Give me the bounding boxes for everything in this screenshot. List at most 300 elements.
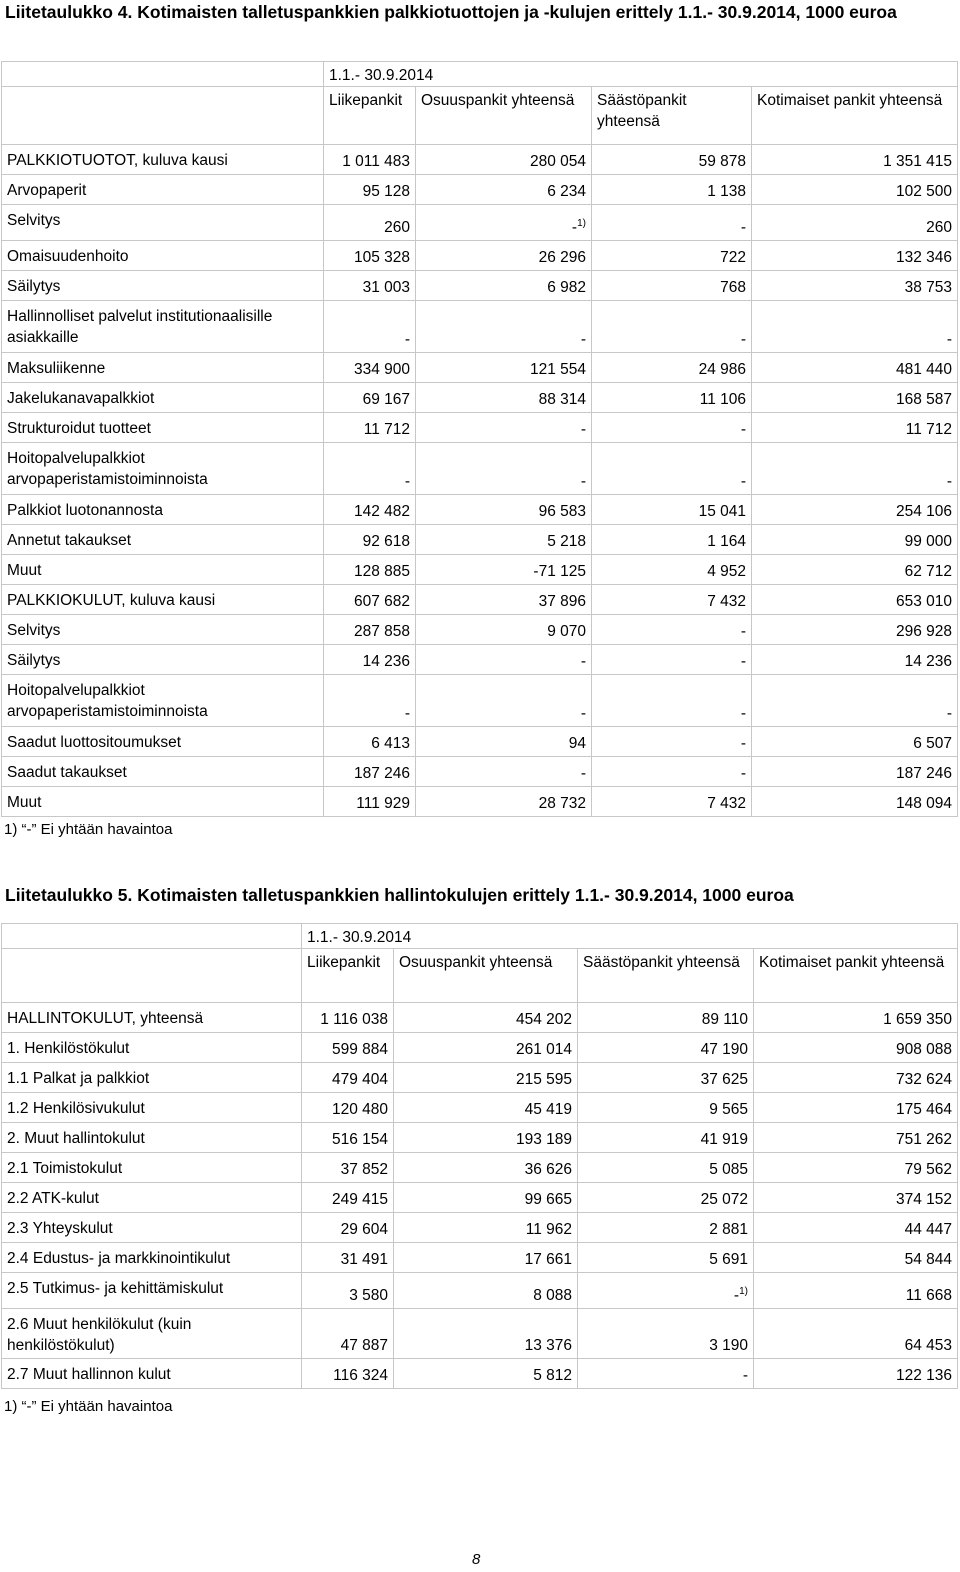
row-value (752, 175, 958, 205)
table-row (2, 645, 958, 675)
row-label: PALKKIOKULUT, kuluva kausi (2, 585, 324, 615)
row-label: 1.1 Palkat ja palkkiot (2, 1063, 302, 1093)
row-value (754, 1183, 958, 1213)
table-row (2, 757, 958, 787)
row-value (324, 525, 416, 555)
row-value (592, 525, 752, 555)
row-value (592, 495, 752, 525)
table5-title: Liitetaulukko 5. Kotimaisten talletuspankkien hallintokulujen erittely 1.1.- 30.9.2014, 1000 euroa (5, 885, 794, 905)
row-value (324, 645, 416, 675)
row-label: Muut (2, 787, 324, 817)
cell-text: 15 041 (698, 503, 746, 520)
cell-text: 187 246 (896, 765, 953, 782)
cell-text: 94 (568, 735, 586, 752)
row-value (394, 1309, 578, 1359)
cell-text: 62 712 (904, 563, 953, 580)
cell-text: 187 246 (353, 765, 410, 782)
table5-footnote: 1) “-” Ei yhtään havaintoa (4, 1398, 173, 1415)
cell-text: 44 447 (904, 1221, 953, 1238)
cell-text: 11 962 (525, 1221, 572, 1238)
row-value (752, 271, 958, 301)
row-value (302, 1003, 394, 1033)
row-value (394, 1063, 578, 1093)
row-value (578, 1309, 754, 1359)
cell-text: 116 324 (333, 1367, 388, 1384)
row-value (416, 271, 592, 301)
cell-text: 148 094 (896, 795, 953, 812)
cell-text: - (733, 1287, 740, 1304)
cell-text: - (740, 421, 746, 438)
cell-text: 111 929 (356, 795, 410, 812)
row-value (324, 205, 416, 241)
table4-col-saastopankit: Säästöpankit yhteensä (592, 87, 752, 145)
cell-text: - (580, 473, 586, 490)
cell-text: 653 010 (896, 593, 953, 610)
table-row (2, 1063, 958, 1093)
row-value (324, 495, 416, 525)
cell-text: 2 881 (709, 1221, 748, 1238)
row-value (578, 1093, 754, 1123)
row-value (752, 241, 958, 271)
cell-text: 47 887 (340, 1337, 388, 1354)
table-row (2, 241, 958, 271)
table-row (2, 1123, 958, 1153)
row-value (578, 1183, 754, 1213)
cell-text: 95 128 (362, 183, 410, 200)
row-value (302, 1309, 394, 1359)
footnote-mark: 1) (577, 218, 586, 229)
row-value (416, 443, 592, 495)
cell-text: 479 404 (331, 1071, 388, 1088)
row-value (394, 1359, 578, 1389)
table-row (2, 271, 958, 301)
cell-text: - (740, 735, 746, 752)
row-label: 2.5 Tutkimus- ja kehittämiskulut (2, 1273, 302, 1309)
row-value (416, 495, 592, 525)
cell-text: 41 919 (700, 1131, 748, 1148)
row-value (324, 675, 416, 727)
row-value (592, 241, 752, 271)
cell-text: - (740, 653, 746, 670)
row-label: 2.2 ATK-kulut (2, 1183, 302, 1213)
table4 (1, 61, 958, 817)
cell-text: 287 858 (353, 623, 410, 640)
table-row (2, 787, 958, 817)
cell-text: 6 234 (547, 183, 586, 200)
row-value (416, 205, 592, 241)
table-row (2, 443, 958, 495)
cell-text: 454 202 (515, 1011, 572, 1028)
row-value (302, 1153, 394, 1183)
cell-text: 280 054 (529, 153, 586, 170)
row-value (592, 175, 752, 205)
row-value (752, 301, 958, 353)
row-value (302, 1213, 394, 1243)
row-value (752, 383, 958, 413)
cell-text: 24 986 (698, 361, 746, 378)
cell-text: 6 982 (547, 279, 586, 296)
row-value (754, 1213, 958, 1243)
table-row (2, 301, 958, 353)
cell-text: - (946, 705, 953, 722)
cell-text: 13 376 (524, 1337, 572, 1354)
cell-text: 132 346 (896, 249, 953, 266)
cell-text: - (740, 705, 746, 722)
cell-text: 128 885 (353, 563, 410, 580)
cell-text: 11 712 (905, 421, 953, 438)
cell-text: - (404, 331, 410, 348)
row-value (324, 241, 416, 271)
row-value (752, 555, 958, 585)
row-value (416, 175, 592, 205)
row-value (754, 1123, 958, 1153)
table4-title: Liitetaulukko 4. Kotimaisten talletuspankkien palkkiotuottojen ja -kulujen erittely 1.1.- 30.9.2014, 1000 euroa (5, 2, 897, 22)
row-value (324, 145, 416, 175)
cell-text: - (740, 473, 746, 490)
row-value (754, 1359, 958, 1389)
cell-text: 142 482 (353, 503, 410, 520)
row-value (592, 383, 752, 413)
row-value (592, 413, 752, 443)
row-value (578, 1273, 754, 1309)
footnote-mark: 1) (739, 1286, 748, 1297)
row-value (302, 1359, 394, 1389)
table-row (2, 413, 958, 443)
row-value (324, 353, 416, 383)
row-value (302, 1093, 394, 1123)
cell-text: 105 328 (353, 249, 410, 266)
row-label: 1.2 Henkilösivukulut (2, 1093, 302, 1123)
cell-text: 14 236 (362, 653, 410, 670)
table-row (2, 727, 958, 757)
row-value (324, 727, 416, 757)
table-row (2, 555, 958, 585)
row-value (752, 645, 958, 675)
table4-period: 1.1.- 30.9.2014 (324, 62, 958, 87)
cell-text: 3 580 (349, 1287, 388, 1304)
table-row (2, 1359, 958, 1389)
row-value (416, 585, 592, 615)
table4-col-kotimaiset: Kotimaiset pankit yhteensä (752, 87, 958, 145)
cell-text: 215 595 (515, 1071, 572, 1088)
cell-text: 89 110 (701, 1011, 748, 1028)
row-value (324, 585, 416, 615)
table5-col-kotimaiset: Kotimaiset pankit yhteensä (754, 949, 958, 1003)
cell-text: 8 088 (533, 1287, 572, 1304)
row-value (394, 1153, 578, 1183)
row-value (752, 205, 958, 241)
table-row (2, 145, 958, 175)
cell-text: - (580, 421, 586, 438)
cell-text: 54 844 (904, 1251, 953, 1268)
row-label: Maksuliikenne (2, 353, 324, 383)
row-value (754, 1093, 958, 1123)
row-value (578, 1033, 754, 1063)
row-value (324, 615, 416, 645)
table-row (2, 615, 958, 645)
table-row (2, 675, 958, 727)
table5-col-saastopankit: Säästöpankit yhteensä (578, 949, 754, 1003)
cell-text: 1 659 350 (883, 1011, 953, 1028)
cell-text: 1 011 483 (342, 153, 410, 170)
cell-text: 11 668 (905, 1287, 953, 1304)
row-value (592, 301, 752, 353)
row-label: Muut (2, 555, 324, 585)
cell-text: 260 (384, 219, 410, 236)
row-value (592, 271, 752, 301)
cell-text: 38 753 (904, 279, 953, 296)
row-value (324, 383, 416, 413)
row-value (752, 495, 958, 525)
cell-text: 7 432 (707, 593, 746, 610)
table4-col-osuuspankit: Osuuspankit yhteensä (416, 87, 592, 145)
table-row (2, 1033, 958, 1063)
cell-text: 17 661 (524, 1251, 572, 1268)
row-label: PALKKIOTUOTOT, kuluva kausi (2, 145, 324, 175)
cell-text: 36 626 (524, 1161, 572, 1178)
cell-text: 6 507 (913, 735, 953, 752)
cell-text: 296 928 (896, 623, 953, 640)
row-label: Omaisuudenhoito (2, 241, 324, 271)
row-value (324, 413, 416, 443)
row-value (416, 645, 592, 675)
cell-text: - (580, 653, 586, 670)
row-value (394, 1093, 578, 1123)
row-label: Hoitopalvelupalkkiot arvopaperistamistoiminnoista (2, 675, 324, 727)
row-label: Säilytys (2, 645, 324, 675)
table-row (2, 1153, 958, 1183)
row-value (754, 1153, 958, 1183)
cell-text: 37 896 (538, 593, 586, 610)
cell-text: 1 138 (707, 183, 746, 200)
table-row (2, 495, 958, 525)
cell-text: 45 419 (524, 1101, 572, 1118)
cell-text: 261 014 (515, 1041, 572, 1058)
cell-text: 768 (720, 279, 746, 296)
row-value (416, 555, 592, 585)
cell-text: 193 189 (515, 1131, 572, 1148)
cell-text: 47 190 (700, 1041, 748, 1058)
cell-text: 599 884 (331, 1041, 388, 1058)
cell-text: 14 236 (904, 653, 953, 670)
table-row (2, 353, 958, 383)
cell-text: 1 351 415 (883, 153, 953, 170)
table5-period: 1.1.- 30.9.2014 (302, 924, 958, 949)
cell-text: 96 583 (538, 503, 586, 520)
row-value (394, 1243, 578, 1273)
cell-text: 122 136 (896, 1367, 953, 1384)
cell-text: -71 125 (533, 563, 586, 580)
row-value (752, 443, 958, 495)
cell-text: 4 952 (707, 563, 746, 580)
cell-text: 11 106 (699, 391, 746, 408)
row-value (752, 727, 958, 757)
cell-text: 31 003 (362, 279, 410, 296)
cell-text: 374 152 (896, 1191, 953, 1208)
table5 (1, 923, 958, 1389)
row-value (592, 585, 752, 615)
row-value (578, 1213, 754, 1243)
row-value (324, 787, 416, 817)
cell-text: 64 453 (904, 1337, 953, 1354)
cell-text: 481 440 (896, 361, 953, 378)
table-row (2, 1213, 958, 1243)
row-label: Palkkiot luotonannosta (2, 495, 324, 525)
cell-text: - (740, 765, 746, 782)
row-label: Jakelukanavapalkkiot (2, 383, 324, 413)
row-value (752, 675, 958, 727)
row-label: Selvitys (2, 205, 324, 241)
row-label: Strukturoidut tuotteet (2, 413, 324, 443)
table4-header-blank (2, 87, 324, 145)
table4-footnote: 1) “-” Ei yhtään havaintoa (4, 821, 173, 838)
table4-col-liikepankit: Liikepankit (324, 87, 416, 145)
cell-text: 102 500 (896, 183, 953, 200)
row-value (578, 1153, 754, 1183)
row-value (578, 1359, 754, 1389)
row-value (302, 1123, 394, 1153)
row-value (324, 555, 416, 585)
row-value (416, 615, 592, 645)
row-value (578, 1243, 754, 1273)
row-value (394, 1273, 578, 1309)
cell-text: 92 618 (362, 533, 410, 550)
row-value (394, 1213, 578, 1243)
row-value (324, 757, 416, 787)
row-value (754, 1273, 958, 1309)
cell-text: 29 604 (340, 1221, 388, 1238)
row-value (324, 271, 416, 301)
row-value (752, 145, 958, 175)
cell-text: 121 554 (529, 361, 586, 378)
cell-text: - (740, 623, 746, 640)
cell-text: - (571, 219, 578, 236)
row-label: Saadut luottositoumukset (2, 727, 324, 757)
row-value (416, 727, 592, 757)
cell-text: - (580, 331, 586, 348)
cell-text: 7 432 (707, 795, 746, 812)
row-label: Hoitopalvelupalkkiot arvopaperistamistoiminnoista (2, 443, 324, 495)
cell-text: 260 (926, 219, 953, 236)
cell-text: - (946, 473, 953, 490)
cell-text: 28 732 (538, 795, 586, 812)
cell-text: 249 415 (331, 1191, 388, 1208)
row-value (754, 1063, 958, 1093)
row-value (416, 787, 592, 817)
row-label: Annetut takaukset (2, 525, 324, 555)
table-row (2, 1309, 958, 1359)
row-value (394, 1123, 578, 1153)
row-value (394, 1183, 578, 1213)
row-value (416, 675, 592, 727)
row-value (394, 1003, 578, 1033)
row-value (752, 787, 958, 817)
table-row (2, 383, 958, 413)
row-value (302, 1033, 394, 1063)
row-value (752, 615, 958, 645)
row-value (302, 1063, 394, 1093)
row-value (416, 353, 592, 383)
cell-text: 120 480 (331, 1101, 388, 1118)
table4-header-row (2, 87, 958, 145)
cell-text: - (742, 1367, 748, 1384)
row-value (578, 1123, 754, 1153)
cell-text: 99 000 (904, 533, 953, 550)
row-value (592, 727, 752, 757)
row-value (592, 353, 752, 383)
table-row (2, 1243, 958, 1273)
row-value (752, 585, 958, 615)
table-row (2, 1273, 958, 1309)
row-value (752, 525, 958, 555)
cell-text: - (946, 331, 953, 348)
cell-text: 168 587 (896, 391, 953, 408)
row-value (592, 645, 752, 675)
row-value (324, 175, 416, 205)
row-value (592, 555, 752, 585)
cell-text: 3 190 (709, 1337, 748, 1354)
row-label: 2.1 Toimistokulut (2, 1153, 302, 1183)
cell-text: 25 072 (700, 1191, 748, 1208)
row-value (754, 1003, 958, 1033)
row-value (592, 757, 752, 787)
row-value (752, 757, 958, 787)
page-number: 8 (472, 1551, 481, 1568)
row-value (578, 1063, 754, 1093)
table4-corner (2, 62, 324, 87)
row-label: Saadut takaukset (2, 757, 324, 787)
table-row (2, 1003, 958, 1033)
row-value (416, 757, 592, 787)
cell-text: 26 296 (538, 249, 586, 266)
cell-text: 732 624 (896, 1071, 953, 1088)
row-value (754, 1033, 958, 1063)
row-value (416, 383, 592, 413)
cell-text: 175 464 (896, 1101, 953, 1118)
cell-text: 722 (720, 249, 746, 266)
cell-text: 99 665 (524, 1191, 572, 1208)
row-label: 2.7 Muut hallinnon kulut (2, 1359, 302, 1389)
row-value (592, 443, 752, 495)
row-value (394, 1033, 578, 1063)
row-value (592, 145, 752, 175)
table-row (2, 1093, 958, 1123)
table-row (2, 175, 958, 205)
cell-text: - (404, 705, 410, 722)
cell-text: 37 852 (340, 1161, 388, 1178)
row-value (578, 1003, 754, 1033)
table4-period-row (2, 62, 958, 87)
cell-text: 6 413 (371, 735, 410, 752)
cell-text: 516 154 (331, 1131, 388, 1148)
row-value (592, 205, 752, 241)
cell-text: 9 565 (709, 1101, 748, 1118)
cell-text: 5 218 (547, 533, 586, 550)
cell-text: - (404, 473, 410, 490)
table-row (2, 1183, 958, 1213)
row-value (754, 1243, 958, 1273)
table-row (2, 525, 958, 555)
cell-text: - (580, 705, 586, 722)
cell-text: 5 812 (533, 1367, 572, 1384)
cell-text: - (740, 331, 746, 348)
row-value (324, 443, 416, 495)
row-value (752, 413, 958, 443)
row-label: 2.3 Yhteyskulut (2, 1213, 302, 1243)
row-value (302, 1183, 394, 1213)
table5-col-osuuspankit: Osuuspankit yhteensä (394, 949, 578, 1003)
row-value (592, 615, 752, 645)
